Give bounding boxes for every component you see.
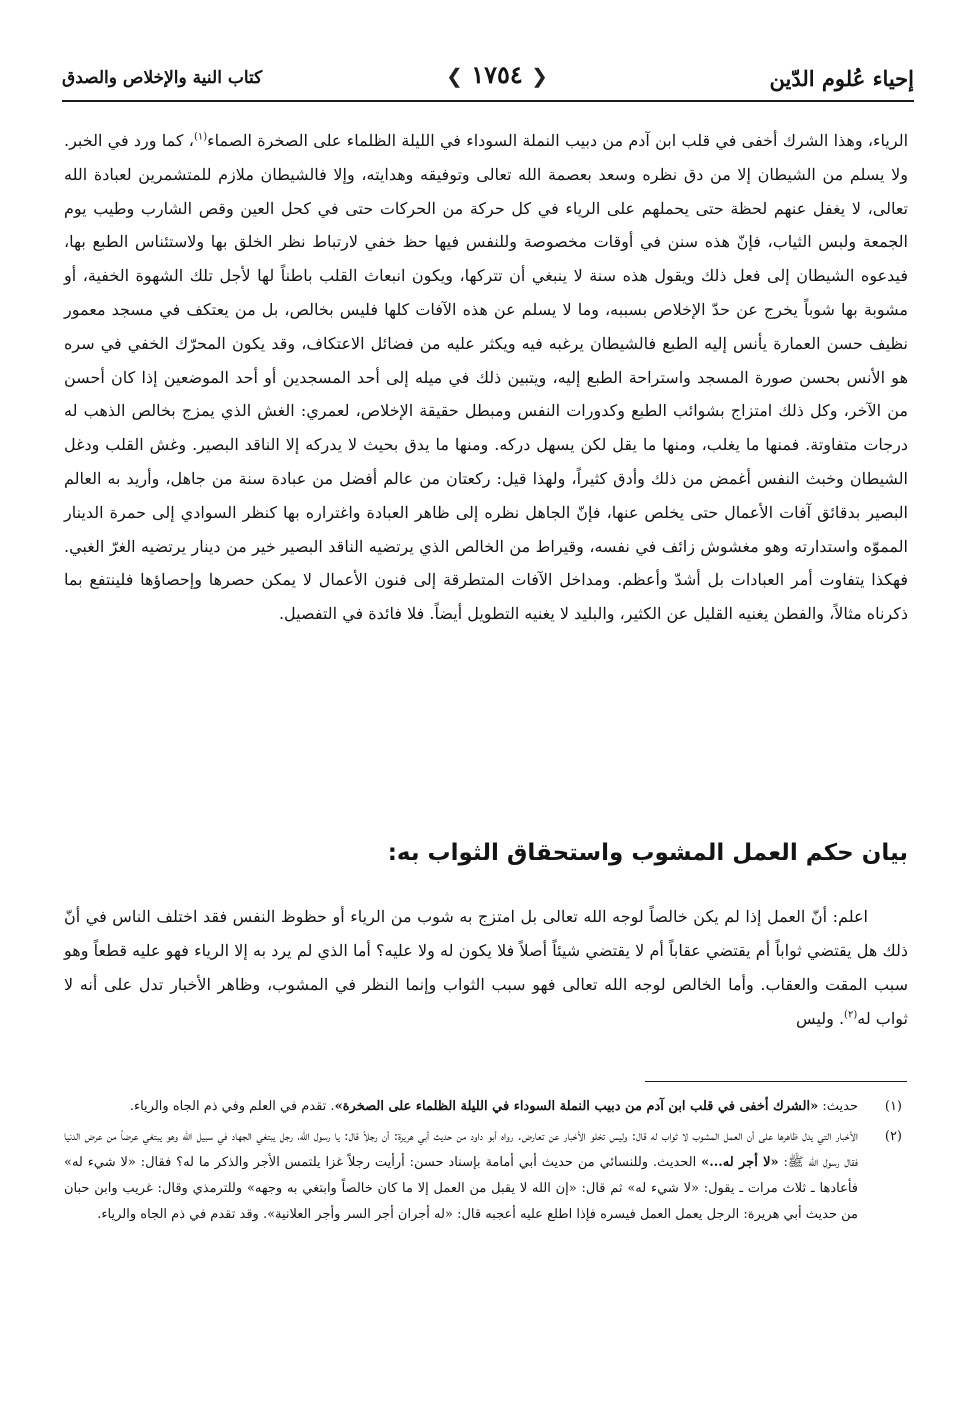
book-title: إحياء عُلوم الدّين [769, 66, 914, 91]
paragraph-start: الرياء، وهذا الشرك أخفى في قلب ابن آدم من دبيب النملة السوداء في الليلة الظلماء على الصخرة الصماء [207, 131, 909, 150]
footnotes [64, 1094, 908, 1232]
page-number: ١٧٥٤ [471, 60, 523, 89]
footnote-number: (١) [884, 1099, 902, 1114]
section-paragraph [64, 900, 908, 1036]
page-header [62, 58, 914, 102]
ornament-right-icon: ❯ [531, 64, 548, 88]
footnote-1 [64, 1094, 908, 1120]
footnote-ref-2: (٢) [844, 1009, 858, 1021]
main-paragraph [64, 124, 908, 631]
footnote-text: الأخبار التي يدل ظاهرها على أن العمل المشوب لا ثواب له قال: وليس تخلو الأخبار عن تعارض. رواه أبو داود من حديث أبي هريرة: أن رجلاً قال: يا رسول الله، رجل يبتغي الجهاد في سبيل الله وهو يبتغي عرضاً من عرض الدنيا فقال رسول الله ﷺ: [64, 1129, 858, 1170]
footnote-quote: «لا أجر له...» [701, 1155, 779, 1170]
section-text-end: . وليس [796, 1009, 845, 1028]
header-divider [62, 100, 914, 102]
ornament-left-icon: ❮ [446, 64, 463, 88]
chapter-title: كتاب النية والإخلاص والصدق [62, 68, 263, 88]
footnote-text: الحديث. وللنسائي من حديث أبي أمامة بإسناد حسن: أرأيت رجلاً غزا يلتمس الأجر والذكر ما له؟ فقال: «لا شيء له» فأعادها ـ ثلاث مرات ـ يقول: «لا شيء له» ثم قال: «إن الله لا يقبل من العمل إلا ما كان خالصاً وابتغي به وجهه» وللترمذي وقال: غريب وابن حبان من حديث أبي هريرة: الرجل يعمل العمل فيسره فإذا اطلع عليه أعجبه قال: «له أجران أجر السر وأجر العلانية». وقد تقدم في ذم الجاه والرياء. [64, 1155, 858, 1222]
section-text: اعلم: أنّ العمل إذا لم يكن خالصاً لوجه الله تعالى بل امتزج به شوب من الرياء أو حظوظ النفس فقد اختلف الناس في أنّ ذلك هل يقتضي ثواباً أم يقتضي عقاباً أم لا يقتضي شيئاً أصلاً فلا يكون له ولا عليه؟ أما الذي لم يرد به إلا الرياء فهو عليه قطعاً وهو سبب المقت والعقاب. وأما الخالص لوجه الله تعالى فهو سبب الثواب وإنما النظر في المشوب، وظاهر الأخبار تدل على أنه لا ثواب له [64, 907, 909, 1028]
main-text [64, 124, 908, 631]
footnote-number: (٢) [884, 1129, 902, 1144]
footnote-ref-1: (١) [193, 131, 208, 143]
footnote-text: . تقدم في العلم وفي ذم الجاه والرياء. [129, 1099, 335, 1114]
paragraph-continuation: ، كما ورد في الخبر. ولا يسلم من الشيطان إلا من دق نظره وسعد بعصمة الله تعالى وتوفيقه وهدايته، وإلا فالشيطان ملازم للمتشمرين لعبادة الله تعالى، لا يغفل عنهم لحظة حتى يحملهم على الرياء في كل حركة من الحركات حتى في كحل العين وقص الشارب وطيب يوم الجمعة ولبس الثياب، فإنّ هذه سنن في أوقات مخصوصة وللنفس فيها حظ خفي لارتباط نظر الخلق بها ولاستئناس الطبع بها، فيدعوه الشيطان إلى فعل ذلك ويقول هذه سنة لا ينبغي أن تتركها، ويكون انبعاث القلب باطناً لها لأجل تلك الشهوة الخفية، أو مشوبة بها شوباً يخرج عن حدّ الإخلاص بسببه، وما لا يسلم عن هذه الآفات كلها فليس بخالص، بل من يعتكف في مسجد معمور نظيف حسن العمارة يأنس إليه الطبع فالشيطان يرغبه فيه ويكثر عليه من فضائل الاعتكاف، وقد يكون المحرّك الخفي في سره هو الأنس بحسن صورة المسجد واستراحة الطبع إليه، ويتبين ذلك في ميله إلى أحد المسجدين أو أحد الموضعين إذا كان أحسن من الآخر، وكل ذلك امتزاج بشوائب الطبع وكدورات النفس ومبطل حقيقة الإخلاص، لعمري: الغش الذي يمزج بخالص الذهب له درجات متفاوتة. فمنها ما يغلب، ومنها ما يقل لكن يسهل دركه. ومنها ما يدق بحيث لا يدركه إلا الناقد البصير. وغش القلب ودغل الشيطان وخبث النفس أغمض من ذلك وأدق كثيراً، ولهذا قيل: ركعتان من عالم أفضل من عبادة سنة من جاهل، وأريد به العالم البصير بدقائق آفات الأعمال حتى يخلص عنها، فإنّ الجاهل نظره إلى ظاهر العبادة واغتراره بها كنظر السوادي إلى حمرة الدينار المموّه واستدارته وهو مغشوش زائف في نفسه، وقيراط من الخالص الذي يرتضيه الناقد البصير خير من دينار يرتضيه الغرّ الغبي. فهكذا يتفاوت أمر العبادات بل أشدّ وأعظم. ومداخل الآفات المتطرقة إلى فنون الأعمال لا يمكن حصرها وإحصاؤها فلينتفع بما ذكرناه مثالاً، والفطن يغنيه القليل عن الكثير، والبليد لا يغنيه التطويل أيضاً. فلا فائدة في التفصيل. [64, 131, 909, 624]
footnote-divider [645, 1081, 907, 1082]
footnote-quote: «الشرك أخفى في قلب ابن آدم من دبيب النملة السوداء في الليلة الظلماء على الصخرة» [334, 1099, 819, 1114]
footnote-2 [64, 1124, 908, 1228]
section-heading: بيان حكم العمل المشوب واستحقاق الثواب به: [387, 840, 908, 866]
footnote-text: حديث: [818, 1099, 858, 1114]
page-number-block [432, 60, 562, 89]
